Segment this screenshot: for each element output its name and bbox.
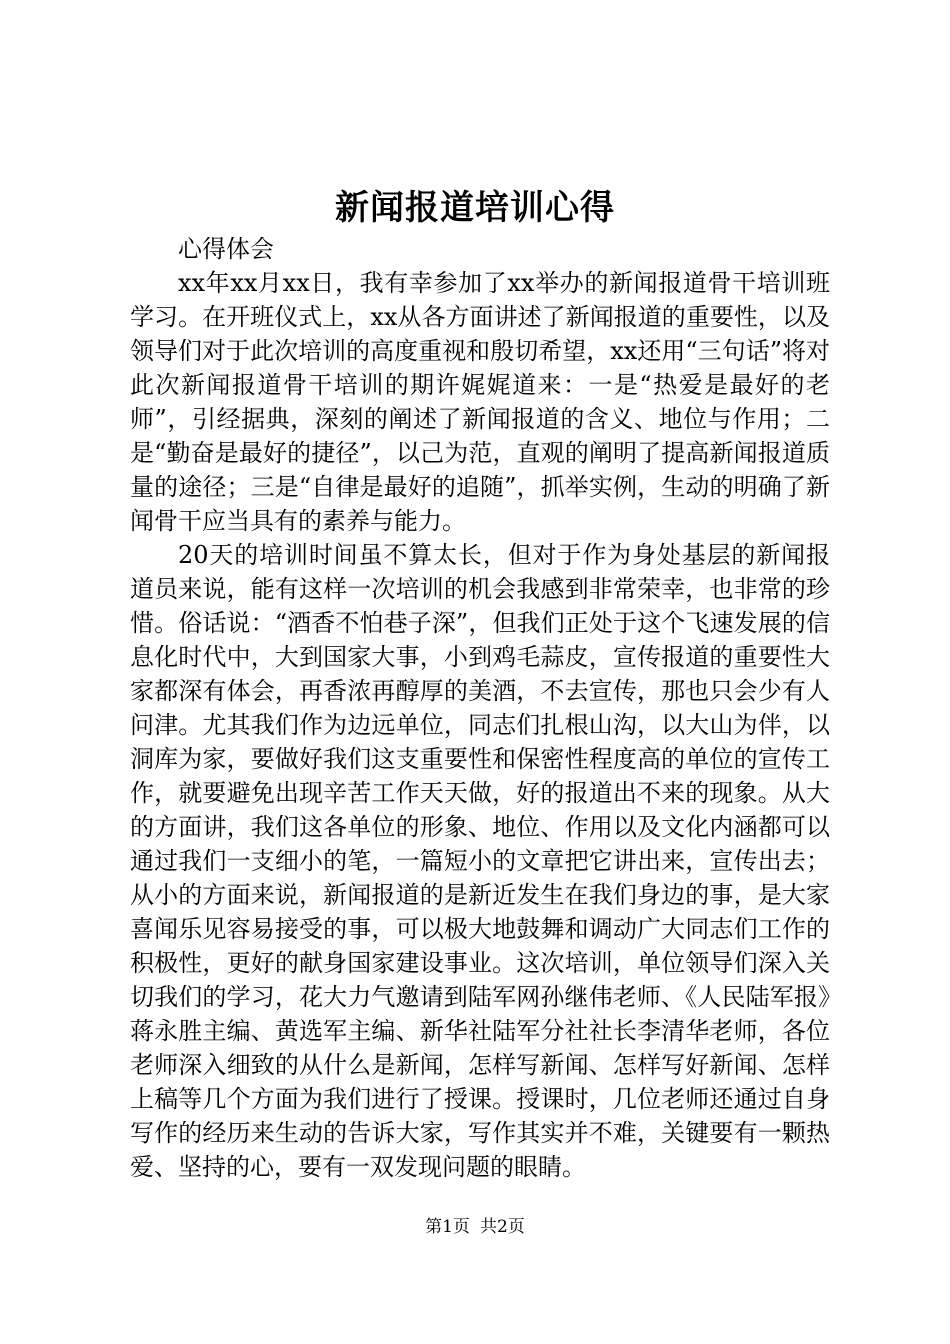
page-footer <box>0 1216 950 1238</box>
paragraph-2: 20天的培训时间虽不算太长，但对于作为身处基层的新闻报道员来说，能有这样一次培训的机会我感到非常荣幸，也非常的珍惜。俗话说：“酒香不怕巷子深”，但我们正处于这个飞速发展的信息化时代中，大到国家大事，小到鸡毛蒜皮，宣传报道的重要性大家都深有体会，再香浓再醇厚的美酒，不去宣传，那也只会少有人问津。尤其我们作为边远单位，同志们扎根山沟，以大山为伴，以洞库为家，要做好我们这支重要性和保密性程度高的单位的宣传工作，就要避免出现辛苦工作天天做，好的报道出不来的现象。从大的方面讲，我们这各单位的形象、地位、作用以及文化内涵都可以通过我们一支细小的笔，一篇短小的文章把它讲出来，宣传出去；从小的方面来说，新闻报道的是新近发生在我们身边的事，是大家喜闻乐见容易接受的事，可以极大地鼓舞和调动广大同志们工作的积极性，更好的献身国家建设事业。这次培训，单位领导们深入关切我们的学习，花大力气邀请到陆军网孙继伟老师、《人民陆军报》蒋永胜主编、黄选军主编、新华社陆军分社社长李清华老师，各位老师深入细致的从什么是新闻，怎样写新闻、怎样写好新闻、怎样上稿等几个方面为我们进行了授课。授课时，几位老师还通过自身写作的经历来生动的告诉大家，写作其实并不难，关键要有一颗热爱、坚持的心，要有一双发现问题的眼睛。 <box>130 541 830 1181</box>
page-title: 新闻报道培训心得 <box>335 188 615 228</box>
paragraph-1: xx年xx月xx日，我有幸参加了xx举办的新闻报道骨干培训班学习。在开班仪式上，xx从各方面讲述了新闻报道的重要性，以及领导们对于此次培训的高度重视和殷切希望，xx还用“三句话”将对此次新闻报道骨干培训的期许娓娓道来：一是“热爱是最好的老师”，引经据典，深刻的阐述了新闻报道的含义、地位与作用；二是“勤奋是最好的捷径”，以己为范，直观的阐明了提高新闻报道质量的途径；三是“自律是最好的追随”，抓举实例，生动的明确了新闻骨干应当具有的素养与能力。 <box>130 269 830 535</box>
section-heading: 心得体会 <box>178 235 274 263</box>
page-total: 共2页 <box>480 1217 525 1237</box>
document-body <box>130 232 830 1184</box>
page-number: 第1页 <box>425 1217 470 1237</box>
